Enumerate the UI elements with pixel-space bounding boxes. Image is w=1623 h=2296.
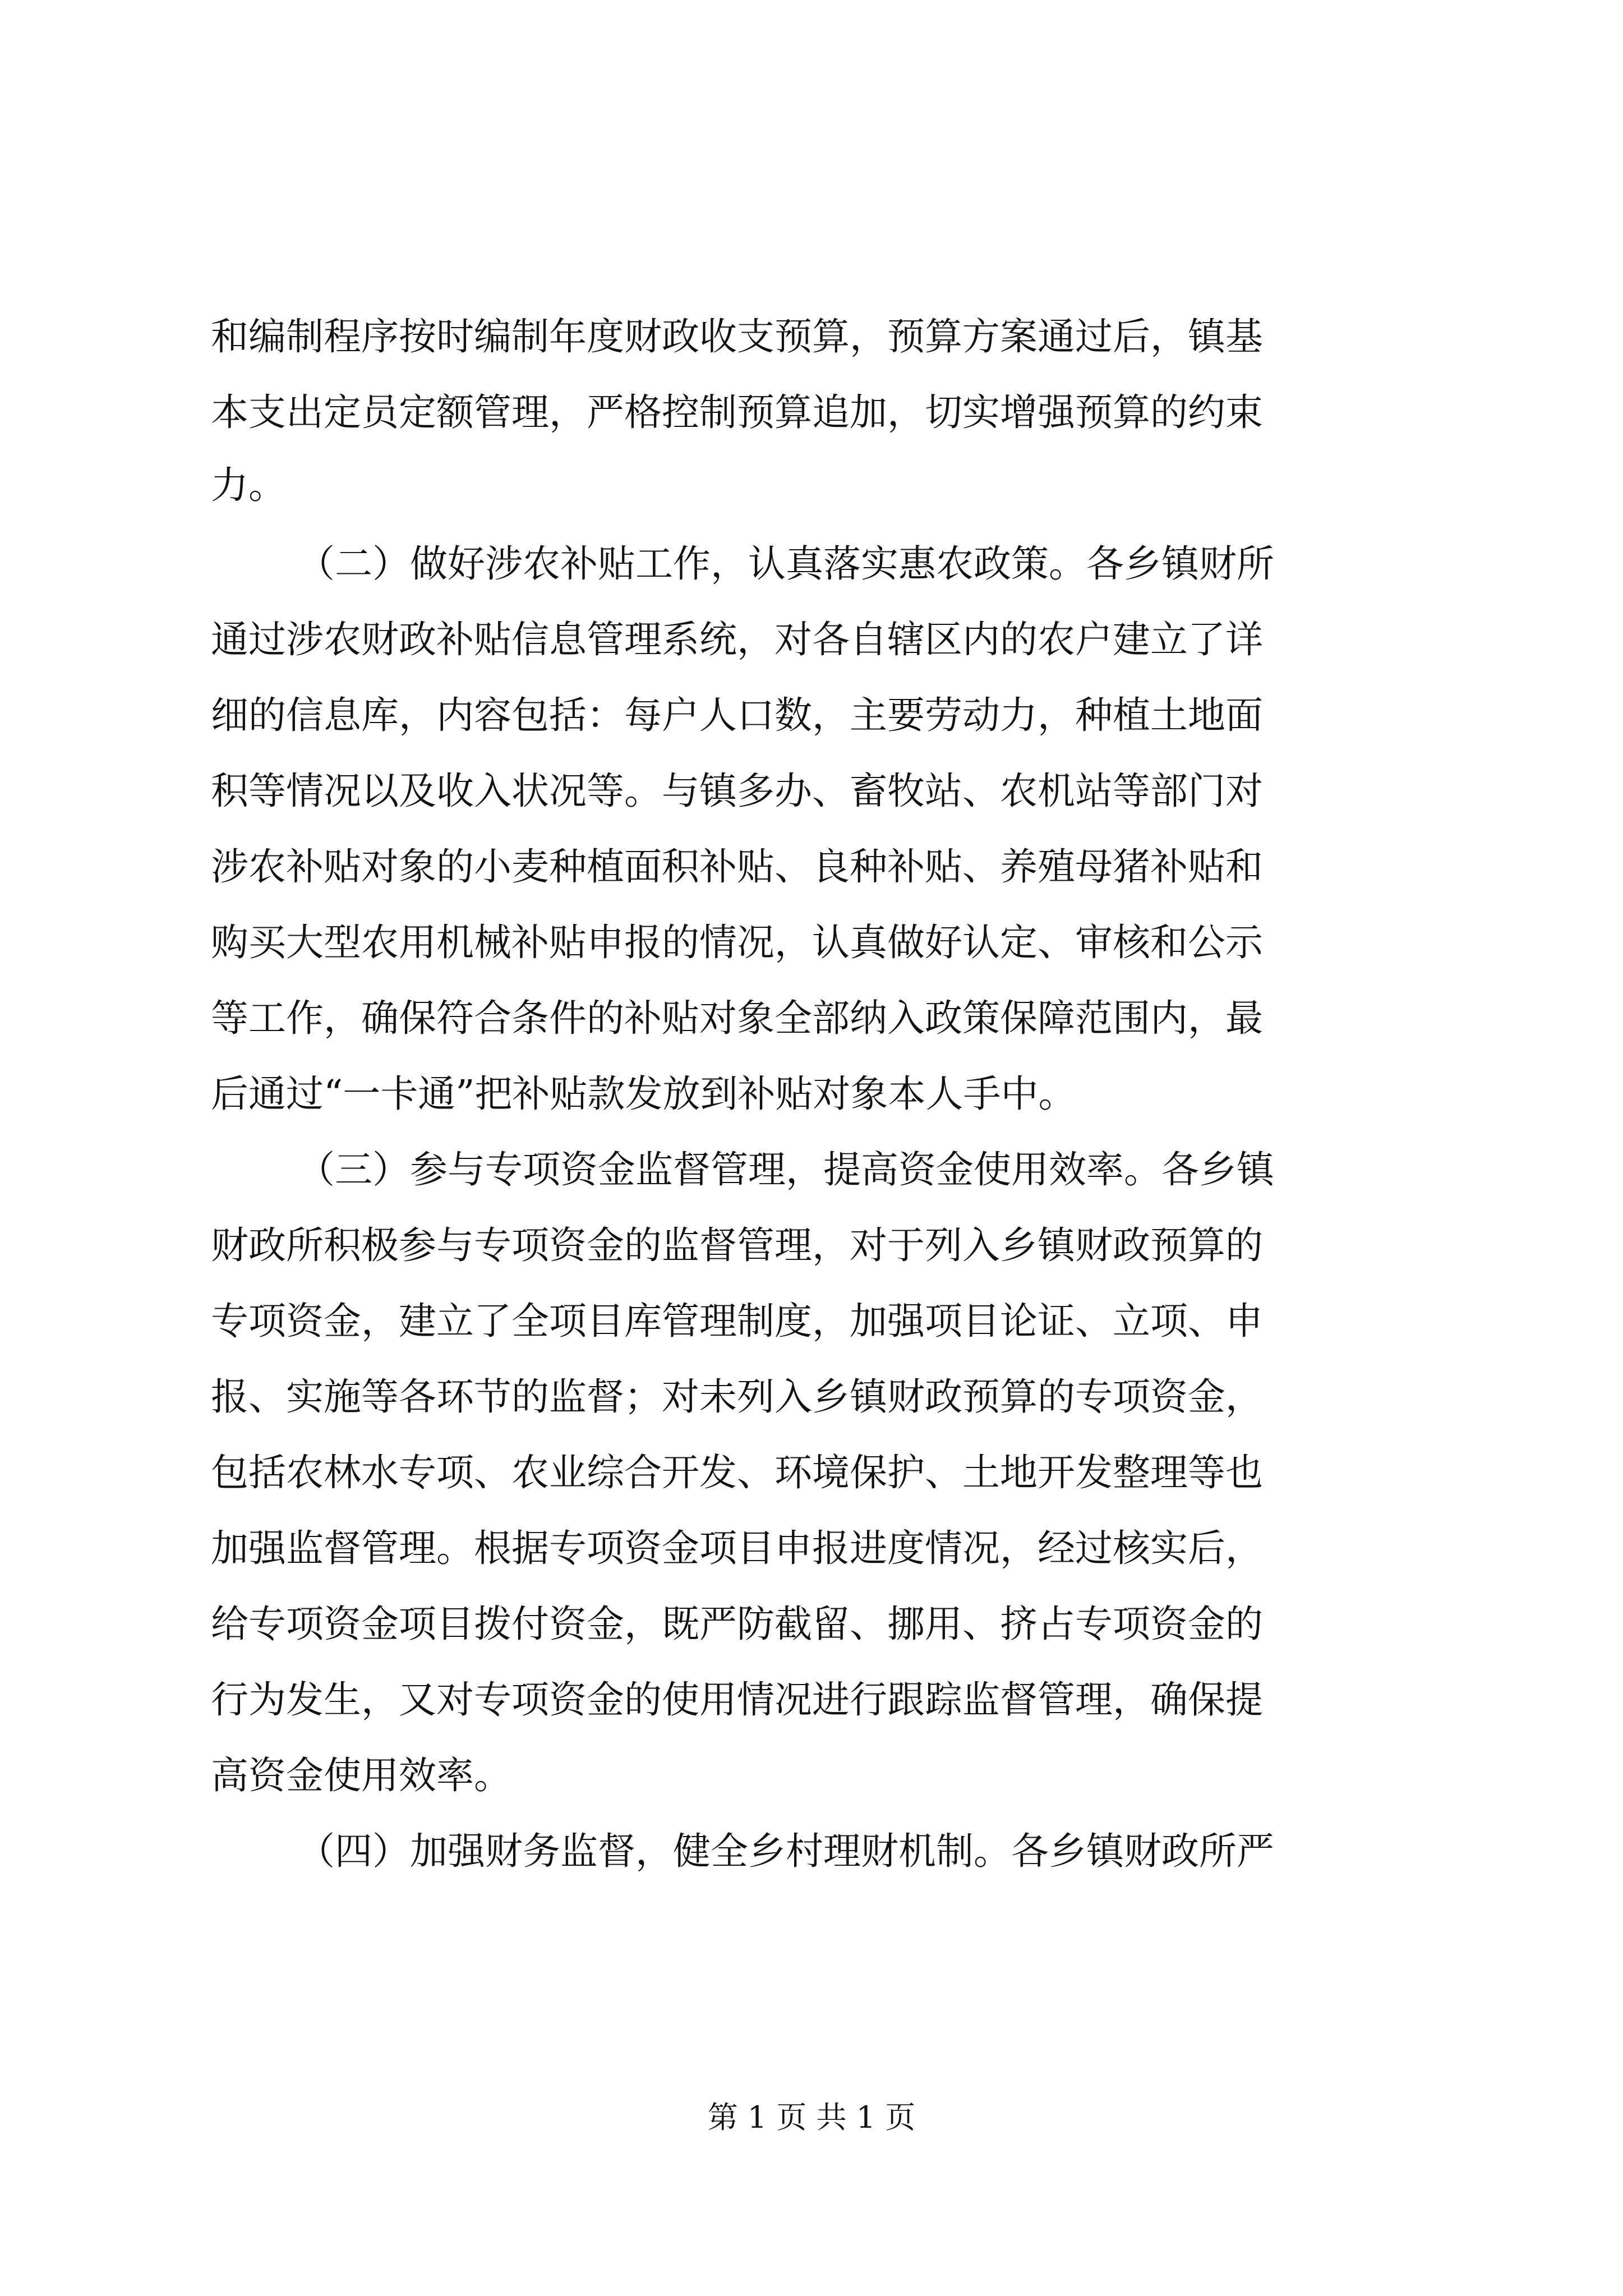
text-line: 积等情况以及收入状况等。与镇多办、畜牧站、农机站等部门对 (211, 769, 1263, 813)
page-number-footer: 第 1 页 共 1 页 (707, 2100, 916, 2135)
text-line: 和编制程序按时编制年度财政收支预算，预算方案通过后，镇基 (211, 315, 1263, 358)
text-line: 涉农补贴对象的小麦种植面积补贴、良种补贴、养殖母猪补贴和 (211, 845, 1263, 889)
text-line: 报、实施等各环节的监督；对未列入乡镇财政预算的专项资金， (211, 1375, 1263, 1419)
text-line: 后通过“一卡通”把补贴款发放到补贴对象本人手中。 (211, 1072, 1076, 1116)
text-line: 购买大型农用机械补贴申报的情况，认真做好认定、审核和公示 (211, 921, 1263, 964)
text-line: 财政所积极参与专项资金的监督管理，对于列入乡镇财政预算的 (211, 1223, 1263, 1267)
text-line: 高资金使用效率。 (211, 1754, 511, 1797)
text-line: 等工作，确保符合条件的补贴对象全部纳入政策保障范围内，最 (211, 996, 1263, 1040)
text-line: 细的信息库，内容包括：每户人口数，主要劳动力，种植土地面 (211, 693, 1263, 737)
paragraph-heading-line: （二）做好涉农补贴工作，认真落实惠农政策。各乡镇财所 (297, 542, 1274, 586)
text-line: 专项资金，建立了全项目库管理制度，加强项目论证、立项、申 (211, 1299, 1263, 1343)
paragraph-heading-line: （四）加强财务监督，健全乡村理财机制。各乡镇财政所严 (297, 1829, 1274, 1873)
text-line: 力。 (211, 463, 286, 507)
text-line: 本支出定员定额管理，严格控制预算追加，切实增强预算的约束 (211, 390, 1263, 434)
text-line: 加强监督管理。根据专项资金项目申报进度情况，经过核实后， (211, 1526, 1263, 1570)
paragraph-heading-line: （三）参与专项资金监督管理，提高资金使用效率。各乡镇 (297, 1148, 1274, 1191)
text-line: 通过涉农财政补贴信息管理系统，对各自辖区内的农户建立了详 (211, 618, 1263, 661)
text-line: 行为发生，又对专项资金的使用情况进行跟踪监督管理，确保提 (211, 1678, 1263, 1722)
text-line: 给专项资金项目拨付资金，既严防截留、挪用、挤占专项资金的 (211, 1602, 1263, 1646)
text-line: 包括农林水专项、农业综合开发、环境保护、土地开发整理等也 (211, 1451, 1263, 1494)
